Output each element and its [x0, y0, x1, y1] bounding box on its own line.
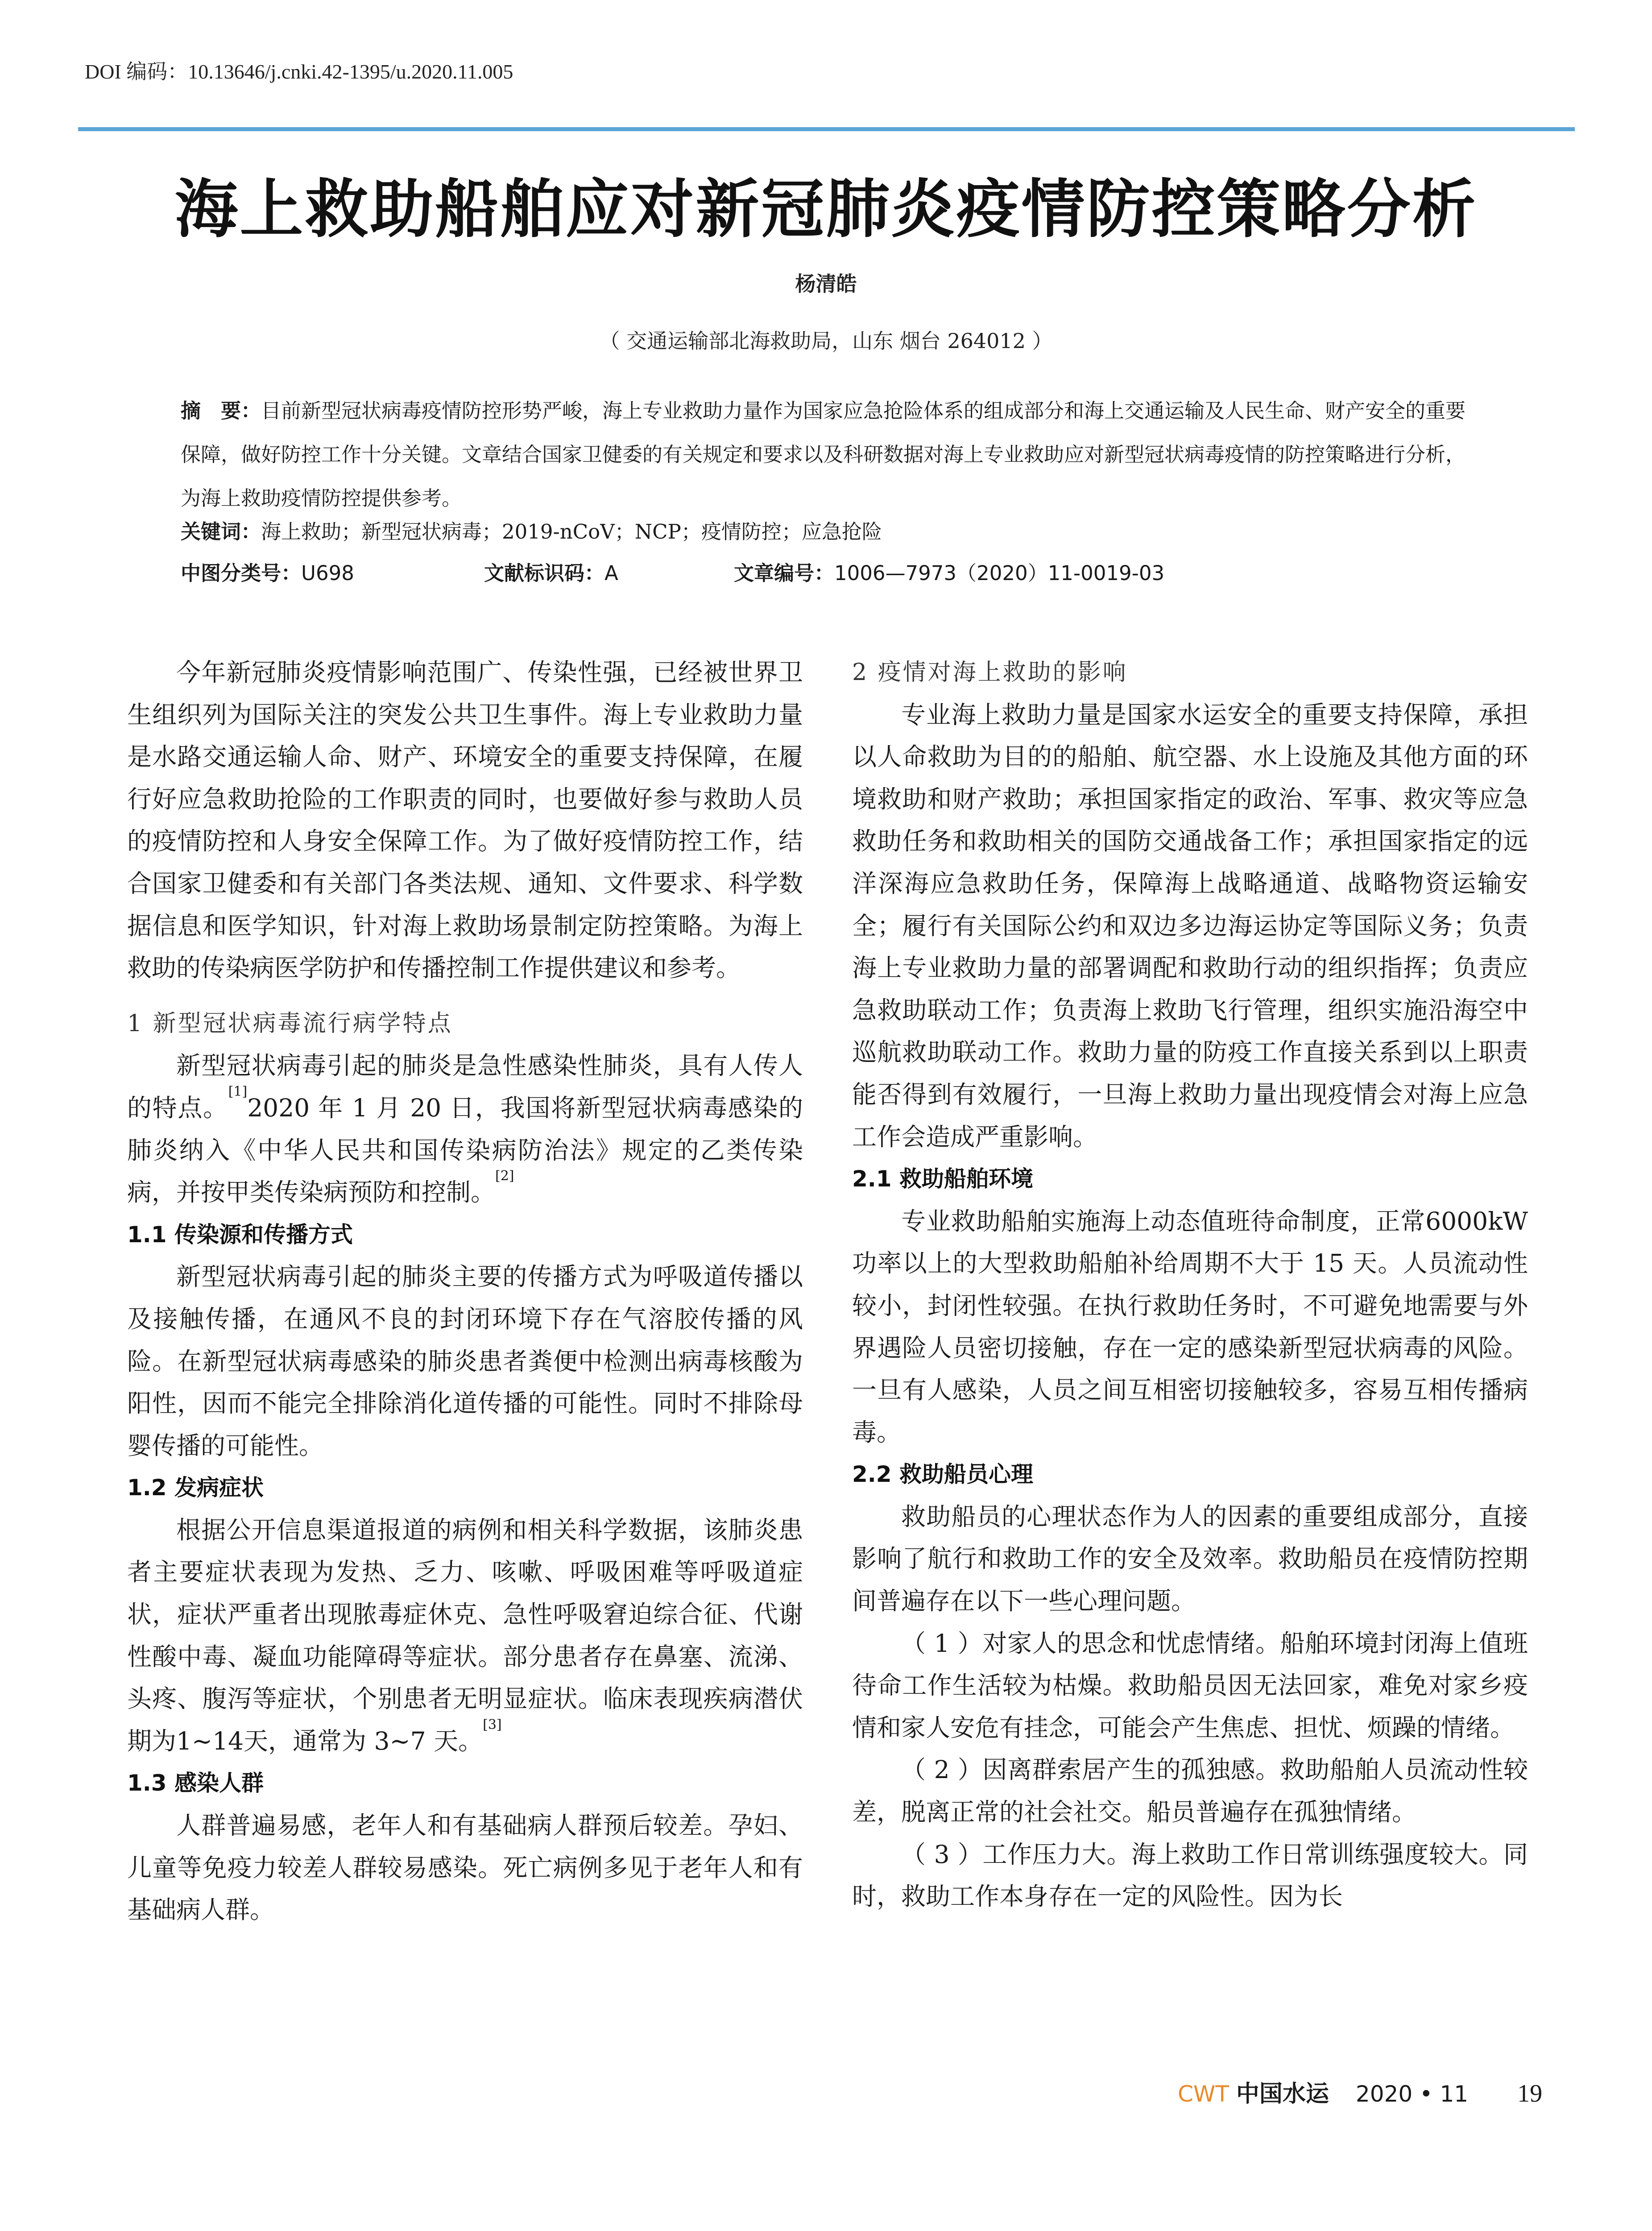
article-title: 海上救助船舶应对新冠肺炎疫情防控策略分析	[174, 172, 1478, 246]
section-1-2-paragraph	[127, 1509, 803, 1762]
section-1-2-heading: 1.2 发病症状	[127, 1475, 264, 1501]
citation-3: [3]	[483, 1717, 502, 1733]
keywords-text: 海上救助；新型冠状病毒；2019-nCoV；NCP；疫情防控；应急抢险	[261, 520, 882, 543]
doc-code-label: 文献标识码：	[484, 561, 605, 585]
header-rule	[78, 127, 1575, 131]
section-1-3-paragraph: 人群普遍易感，老年人和有基础病人群预后较差。孕妇、儿童等免疫力较差人群较易感染。死亡病例多见于老年人和有基础病人群。	[127, 1811, 803, 1924]
abstract	[181, 389, 1474, 520]
section-1-paragraph	[127, 1045, 803, 1213]
page-footer	[1178, 2075, 1570, 2108]
citation-1: [1]	[228, 1083, 248, 1099]
section-2-1-heading: 2.1 救助船舶环境	[852, 1166, 1033, 1192]
section-1-1-paragraph: 新型冠状病毒引起的肺炎主要的传播方式为呼吸道传播以及接触传播，在通风不良的封闭环境下存在气溶胶传播的风险。在新型冠状病毒感染的肺炎患者粪便中检测出病毒核酸为阳性，因而不能完全排除消化道传播的可能性。同时不排除母婴传播的可能性。	[127, 1262, 803, 1460]
left-column	[127, 651, 803, 1931]
author-affiliation: （ 交通运输部北海救助局，山东 烟台 264012 ）	[599, 329, 1053, 353]
section-2-2-item-2: （ 2 ）因离群索居产生的孤独感。救助船舶人员流动性较差，脱离正常的社会社交。船员普遍存在孤独情绪。	[852, 1755, 1528, 1827]
section-1-text-a: 新型冠状病毒引起的肺炎是急性感染性肺炎，具有人传人的特点。	[127, 1051, 803, 1122]
section-2-1-paragraph: 专业救助船舶实施海上动态值班待命制度，正常6000kW 功率以上的大型救助船舶补给周期不大于 15 天。人员流动性较小，封闭性较强。在执行救助任务时，不可避免地需要与外界遇险人员密切接触，存在一定的感染新型冠状病毒的风险。一旦有人感染，人员之间互相密切接触较多，容易互相传播病毒。	[852, 1207, 1528, 1447]
article-number	[734, 556, 1164, 591]
keywords-label: 关键词：	[181, 520, 261, 543]
abstract-text: 目前新型冠状病毒疫情防控形势严峻，海上专业救助力量作为国家应急抢险体系的组成部分和海上交通运输及人民生命、财产安全的重要保障，做好防控工作十分关键。文章结合国家卫健委的有关规定和要求以及科研数据对海上专业救助应对新型冠状病毒疫情的防控策略进行分析，为海上救助疫情防控提供参考。	[181, 399, 1466, 510]
author-name: 杨清皓	[795, 272, 857, 296]
section-1-2-text: 根据公开信息渠道报道的病例和相关科学数据，该肺炎患者主要症状表现为发热、乏力、咳嗽、呼吸困难等呼吸道症状，症状严重者出现脓毒症休克、急性呼吸窘迫综合征、代谢性酸中毒、凝血功能障碍等症状。部分患者存在鼻塞、流涕、头疼、腹泻等症状，个别患者无明显症状。临床表现疾病潜伏期为1~14天，通常为 3~7 天。	[127, 1515, 803, 1755]
clc-code	[181, 556, 484, 591]
article-number-label: 文章编号：	[734, 561, 835, 585]
cwt-logo: CWT	[1178, 2081, 1229, 2107]
clc-label: 中图分类号：	[181, 561, 302, 585]
section-1-heading: 1 新型冠状病毒流行病学特点	[127, 1010, 453, 1037]
classification-meta	[181, 556, 1474, 591]
section-1-text-b: 2020 年 1 月 20 日，我国将新型冠状病毒感染的肺炎纳入《中华人民共和国传染病防治法》规定的乙类传染病，并按甲类传染病预防和控制。	[127, 1093, 803, 1207]
section-2-2-item-3: （ 3 ）工作压力大。海上救助工作日常训练强度较大。同时，救助工作本身存在一定的风险性。因为长	[852, 1840, 1528, 1911]
doc-code	[484, 556, 734, 591]
right-column	[852, 651, 1528, 1918]
section-2-heading: 2 疫情对海上救助的影响	[852, 659, 1128, 686]
section-2-2-paragraph: 救助船员的心理状态作为人的因素的重要组成部分，直接影响了航行和救助工作的安全及效率。救助船员在疫情防控期间普遍存在以下一些心理问题。	[852, 1502, 1528, 1616]
article-number-value: 1006—7973（2020）11-0019-03	[834, 561, 1165, 585]
abstract-label: 摘 要：	[181, 399, 261, 423]
intro-paragraph: 今年新冠肺炎疫情影响范围广、传染性强，已经被世界卫生组织列为国际关注的突发公共卫生事件。海上专业救助力量是水路交通运输人命、财产、环境安全的重要支持保障，在履行好应急救助抢险的工作职责的同时，也要做好参与救助人员的疫情防控和人身安全保障工作。为了做好疫情防控工作，结合国家卫健委和有关部门各类法规、通知、文件要求、科学数据信息和医学知识，针对海上救助场景制定防控策略。为海上救助的传染病医学防护和传播控制工作提供建议和参考。	[127, 658, 803, 983]
doc-code-value: A	[604, 561, 618, 585]
page-number: 19	[1517, 2080, 1543, 2107]
section-2-paragraph: 专业海上救助力量是国家水运安全的重要支持保障，承担以人命救助为目的的船舶、航空器、水上设施及其他方面的环境救助和财产救助；承担国家指定的政治、军事、救灾等应急救助任务和救助相关的国防交通战备工作；承担国家指定的远洋深海应急救助任务，保障海上战略通道、战略物资运输安全；履行有关国际公约和双边多边海运协定等国际义务；负责海上专业救助力量的部署调配和救助行动的组织指挥；负责应急救助联动工作；负责海上救助飞行管理，组织实施沿海空中巡航救助联动工作。救助力量的防疫工作直接关系到以上职责能否得到有效履行，一旦海上救助力量出现疫情会对海上应急工作会造成严重影响。	[852, 700, 1528, 1151]
issue-number: 2020 • 11	[1355, 2081, 1469, 2107]
clc-value: U698	[301, 561, 354, 585]
section-1-1-heading: 1.1 传染源和传播方式	[127, 1221, 353, 1248]
keywords	[181, 514, 1474, 550]
citation-2: [2]	[495, 1168, 514, 1184]
section-1-3-heading: 1.3 感染人群	[127, 1770, 264, 1796]
section-2-2-item-1: （ 1 ）对家人的思念和忧虑情绪。船舶环境封闭海上值班待命工作生活较为枯燥。救助船员因无法回家，难免对家乡疫情和家人安危有挂念，可能会产生焦虑、担忧、烦躁的情绪。	[852, 1629, 1528, 1742]
section-2-2-heading: 2.2 救助船员心理	[852, 1461, 1033, 1488]
doi-line: DOI 编码：10.13646/j.cnki.42-1395/u.2020.11.005	[85, 60, 513, 83]
journal-name: 中国水运	[1236, 2080, 1329, 2107]
